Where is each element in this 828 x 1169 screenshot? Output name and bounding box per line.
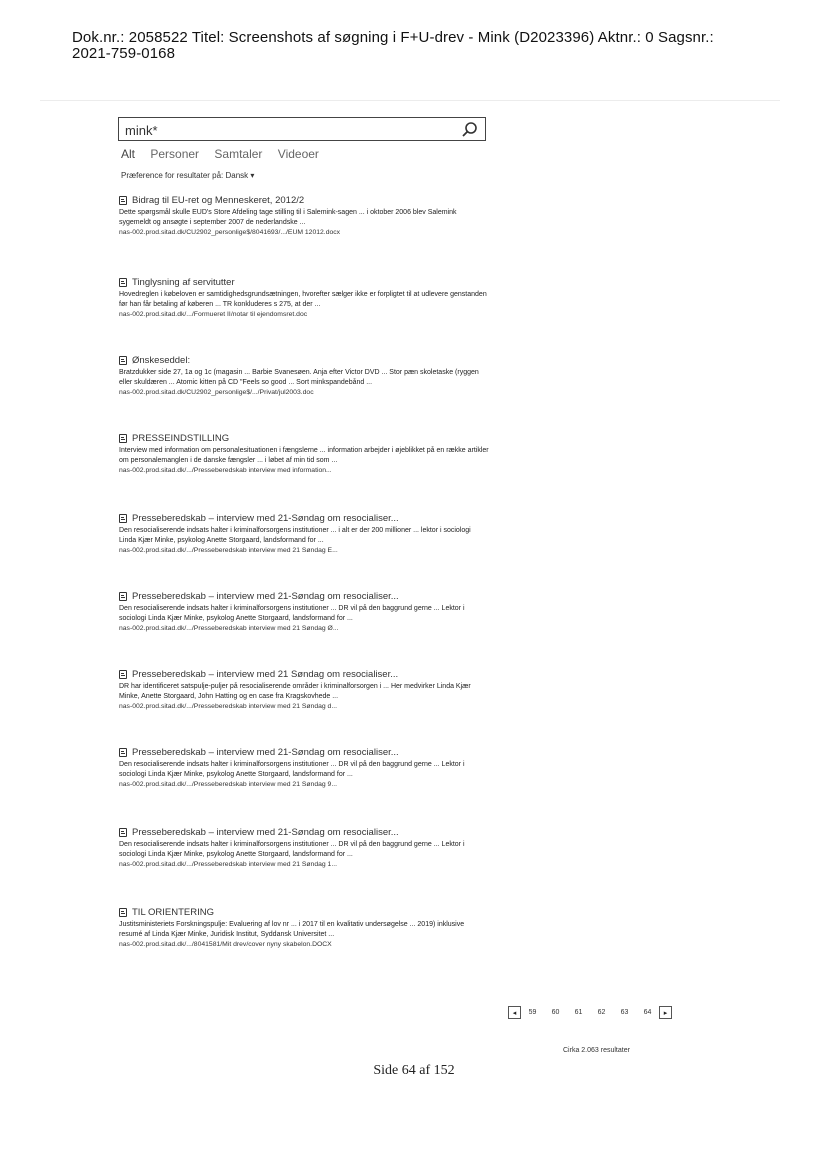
prev-page-button[interactable]: ◂ [508,1006,521,1019]
document-icon [119,908,127,917]
list-item [119,276,489,318]
result-title[interactable]: Presseberedskab – interview med 21 Søndag om resocialiser... [132,668,399,680]
list-item [119,668,489,710]
result-snippet: Den resocialiserende indsats halter i kriminalforsorgens institutioner ... DR vil på den baggrund gerne ... Lektor i sociologi Linda Kjær Minke, psykolog Anette Storgaard, landsformand for ... [119,841,465,858]
result-path: nas-002.prod.sitad.dk/.../Presseberedskab interview med 21 Søndag 1... [119,861,337,868]
result-title[interactable]: Presseberedskab – interview med 21-Søndag om resocialiser... [132,746,399,758]
result-title[interactable]: Bidrag til EU-ret og Menneskeret, 2012/2 [132,194,305,206]
result-title[interactable]: Presseberedskab – interview med 21-Søndag om resocialiser... [132,826,399,838]
document-header [72,30,792,62]
result-title[interactable]: TIL ORIENTERING [132,906,214,918]
result-path: nas-002.prod.sitad.dk/.../Presseberedskab interview med 21 Søndag E... [119,547,338,554]
result-title[interactable]: Tinglysning af servitutter [132,276,235,288]
result-snippet: Den resocialiserende indsats halter i kriminalforsorgens institutioner ... DR vil på den baggrund gerne ... Lektor i sociologi Linda Kjær Minke, psykolog Anette Storgaard, landsformand for ... [119,761,465,778]
search-icon[interactable] [461,121,479,139]
result-title[interactable]: PRESSEINDSTILLING [132,432,230,444]
list-item [119,746,489,788]
search-tabs [121,147,331,161]
result-count: Cirka 2.063 resultater [563,1047,630,1054]
result-path: nas-002.prod.sitad.dk/.../8041581/Mit drev/cover nyny skabelon.DOCX [119,941,332,948]
tab-alt[interactable]: Alt [121,147,136,161]
document-icon [119,670,127,679]
document-icon [119,196,127,205]
page-link[interactable]: 62 [597,1009,606,1016]
document-icon [119,278,127,287]
tab-videoer[interactable]: Videoer [277,147,319,161]
list-item [119,590,489,632]
pagination [508,1006,672,1019]
search-input[interactable] [125,121,445,139]
result-path: nas-002.prod.sitad.dk/CU2902_personlige$/.../Privat/jul2003.doc [119,389,314,396]
result-snippet: DR har identificeret satspulje-puljer på resocialiserende områder i kriminalforsorgen i ... Her medvirker Linda Kjær Minke, Anette Storgaard, John Hatting og en case fra Kragskovhede ... [119,683,471,700]
list-item [119,512,489,554]
page-footer: Side 64 af 152 [373,1063,455,1078]
result-title[interactable]: Presseberedskab – interview med 21-Søndag om resocialiser... [132,512,399,524]
result-snippet: Hovedreglen i købeloven er samtidighedsgrundsætningen, hvorefter sælger ikke er forpligtet til at udlevere genstanden før han får betaling af køberen ... TR konkluderes s 275, at der ... [119,291,487,308]
result-snippet: Dette spørgsmål skulle EUD's Store Afdeling tage stilling til i Salemink-sagen ... i oktober 2006 blev Salemink sygemeldt og ansøgte i september 2007 de nederlandske ... [119,209,457,226]
list-item [119,354,489,396]
result-path: nas-002.prod.sitad.dk/.../Presseberedskab interview med 21 Søndag d... [119,703,337,710]
result-title[interactable]: Presseberedskab – interview med 21-Søndag om resocialiser... [132,590,399,602]
document-icon [119,828,127,837]
header-line-1: Dok.nr.: 2058522 Titel: Screenshots af søgning i F+U-drev - Mink (D2023396) Aktnr.: 0 Sagsnr.: [72,29,714,46]
document-icon [119,356,127,365]
list-item [119,194,489,236]
document-icon [119,592,127,601]
result-snippet: Justitsministeriets Forskningspulje: Evaluering af lov nr ... i 2017 til en kvalitativ undersøgelse ... 2019) inklusive resumé af Linda Kjær Minke, Juridisk Institut, Syddansk Universitet ... [119,921,465,938]
header-line-2: 2021-759-0168 [72,45,176,62]
result-path: nas-002.prod.sitad.dk/.../Presseberedskab interview med 21 Søndag Ø... [119,625,339,632]
result-path: nas-002.prod.sitad.dk/.../Presseberedskab interview med 21 Søndag 9... [119,781,337,788]
page-link[interactable]: 61 [574,1009,583,1016]
search-box[interactable] [118,117,486,141]
language-preference[interactable]: Præference for resultater på: Dansk ▾ [121,171,255,180]
divider [40,100,780,101]
document-icon [119,748,127,757]
page-link[interactable]: 59 [528,1009,537,1016]
result-path: nas-002.prod.sitad.dk/CU2902_personlige$/8041693/.../EUM 12012.docx [119,229,341,236]
next-page-button[interactable]: ▸ [659,1006,672,1019]
result-path: nas-002.prod.sitad.dk/.../Presseberedskab interview med information... [119,467,332,474]
document-icon [119,434,127,443]
page-link[interactable]: 63 [620,1009,629,1016]
tab-samtaler[interactable]: Samtaler [214,147,263,161]
result-title[interactable]: Ønskeseddel: [132,354,191,366]
result-snippet: Den resocialiserende indsats halter i kriminalforsorgens institutioner ... DR vil på den baggrund gerne ... Lektor i sociologi Linda Kjær Minke, psykolog Anette Storgaard, landsformand for ... [119,605,465,622]
result-path: nas-002.prod.sitad.dk/.../Formueret II/notar til ejendomsret.doc [119,311,308,318]
document-icon [119,514,127,523]
list-item [119,906,489,948]
result-snippet: Bratzdukker side 27, 1a og 1c (magasin ... Barbie Svanesøen. Anja efter Victor DVD ... Stor pæn skoletaske (ryggen eller skuldæren ... Atomic kitten på CD "Feels so good ... Sort minkspandebånd ... [119,369,479,386]
page-link[interactable]: 60 [551,1009,560,1016]
list-item [119,826,489,868]
result-snippet: Den resocialiserende indsats halter i kriminalforsorgens institutioner ... i alt er der 200 millioner ... lektor i sociologi Linda Kjær Minke, psykolog Anette Storgaard, landsformand for ... [119,527,471,544]
tab-personer[interactable]: Personer [150,147,200,161]
list-item [119,432,489,474]
result-snippet: Interview med information om personalesituationen i fængslerne ... information arbejder i øjeblikket på en række artikler om personalemanglen i de danske fængsler ... i løbet af min tid som ... [119,447,489,464]
current-page[interactable]: 64 [643,1009,652,1016]
